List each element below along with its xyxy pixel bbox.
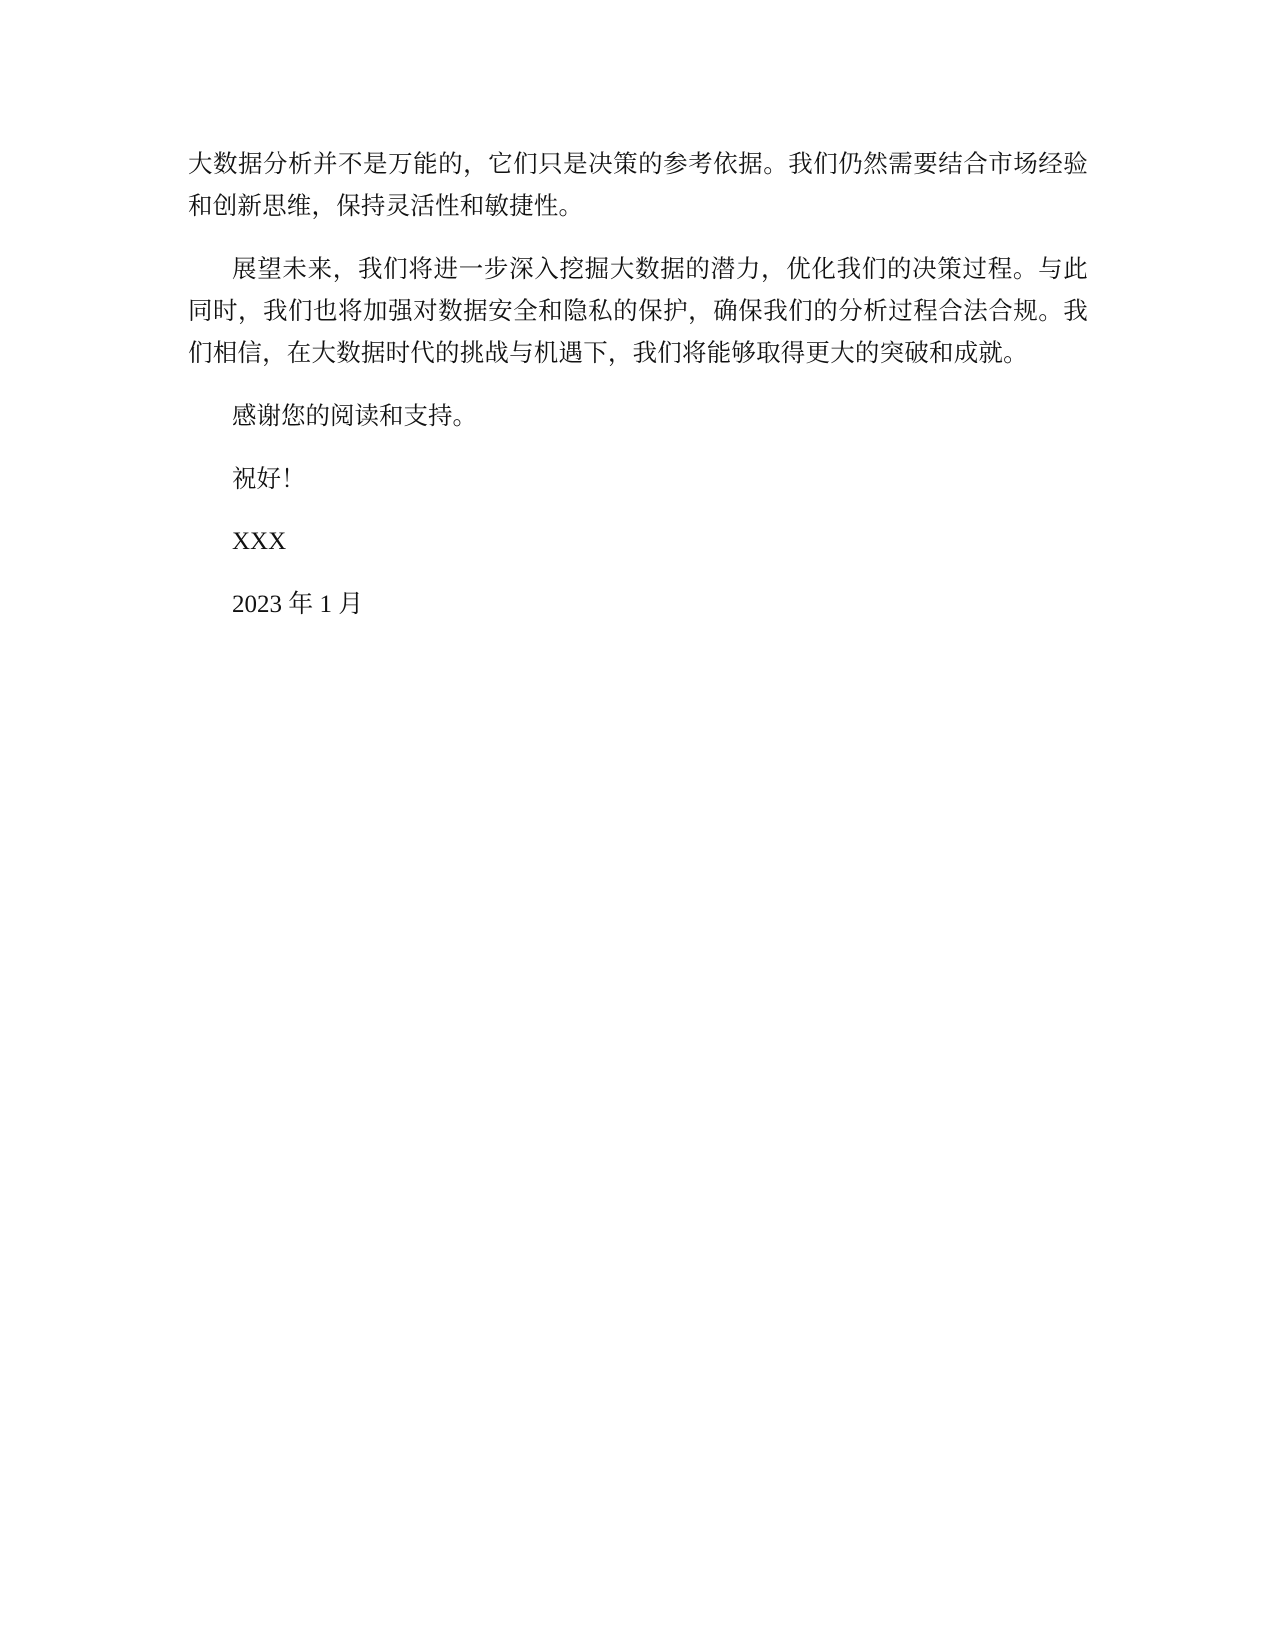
- date-line: 2023 年 1 月: [232, 591, 364, 618]
- signature: XXX: [232, 528, 287, 555]
- paragraph-outlook: 展望未来，我们将进一步深入挖掘大数据的潜力，优化我们的决策过程。与此同时，我们也将加强对数据安全和隐私的保护，确保我们的分析过程合法合规。我们相信，在大数据时代的挑战与机遇下，我们将能够取得更大的突破和成就。: [188, 254, 1088, 367]
- closing-greeting: 祝好！: [232, 464, 306, 493]
- thanks-line: 感谢您的阅读和支持。: [232, 401, 477, 430]
- letter-body: [188, 143, 1088, 647]
- paragraph-limitations: 大数据分析并不是万能的，它们只是决策的参考依据。我们仍然需要结合市场经验和创新思维，保持灵活性和敏捷性。: [188, 149, 1088, 220]
